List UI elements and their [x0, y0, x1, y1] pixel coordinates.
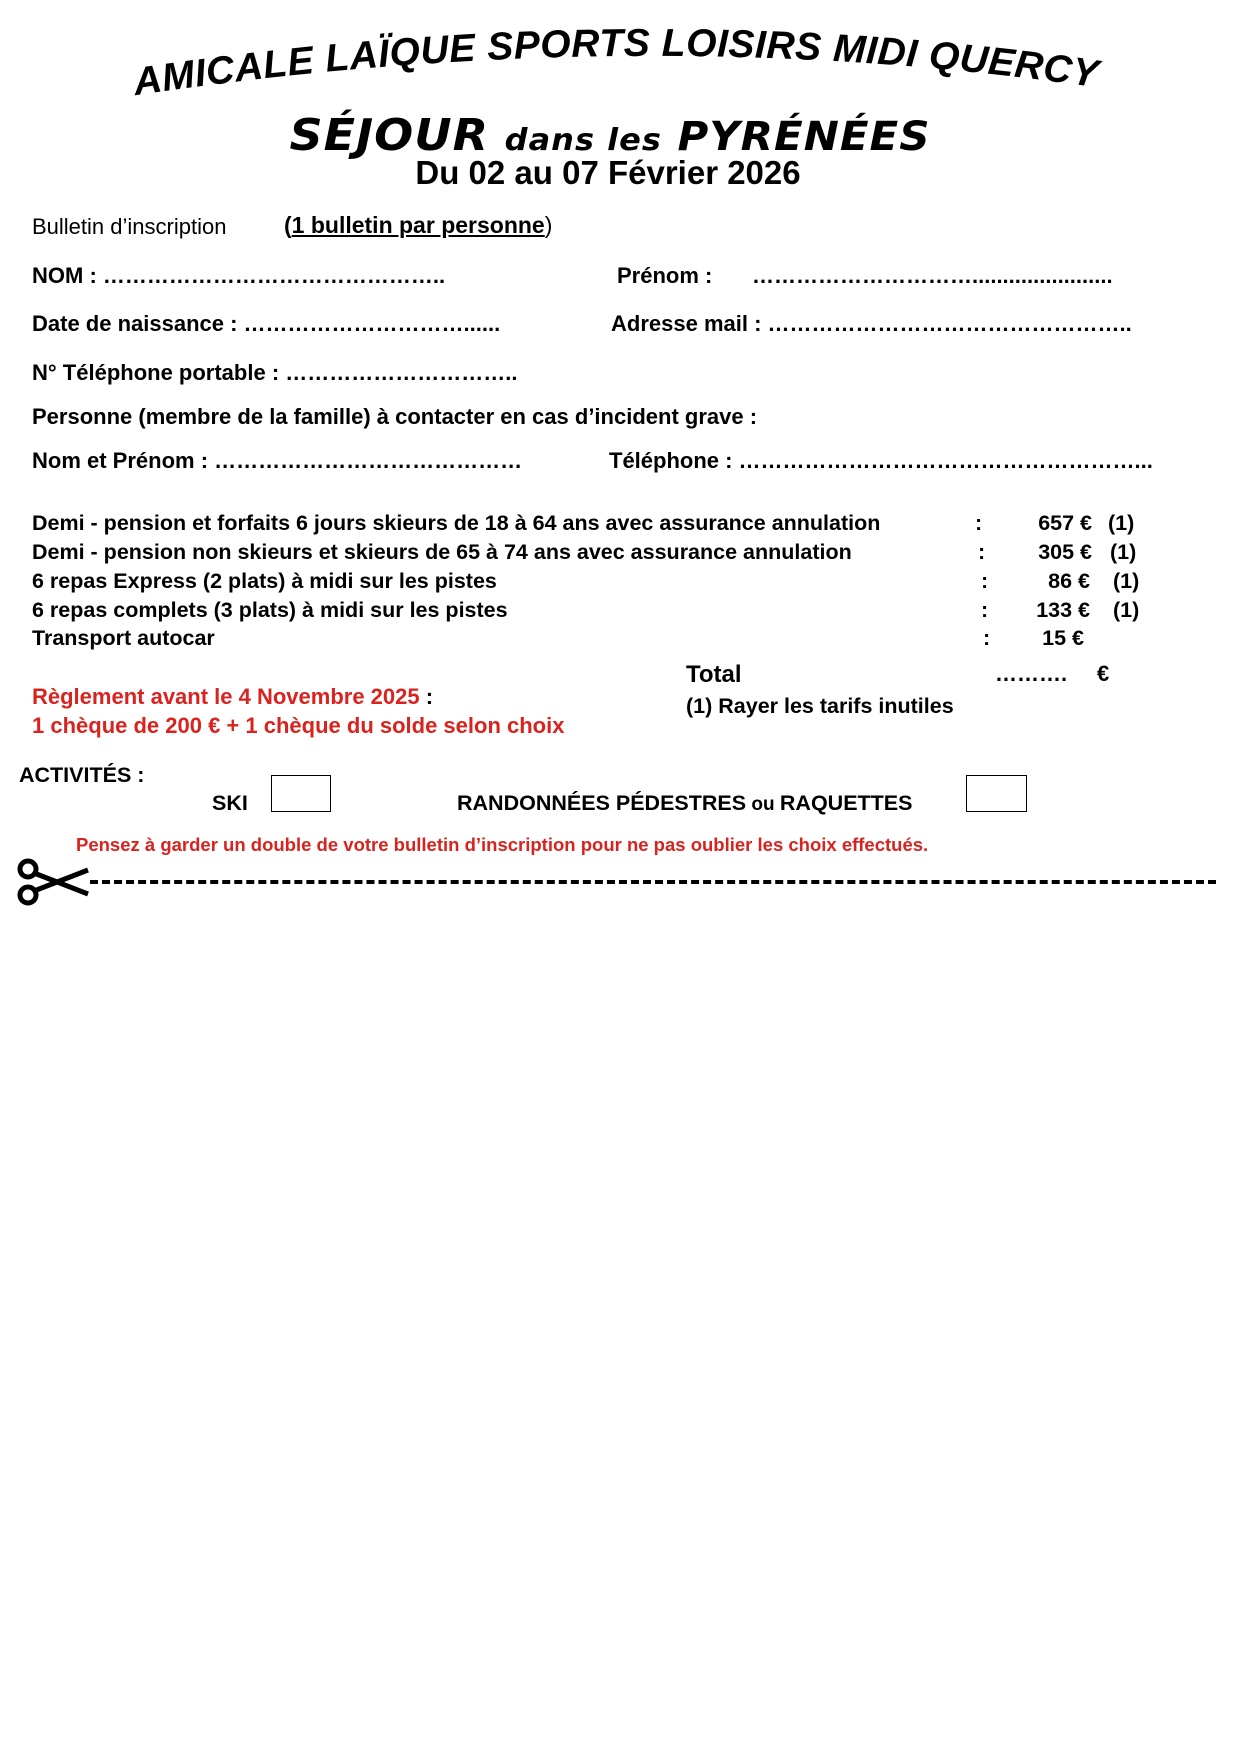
payment-deadline-text: Règlement avant le 4 Novembre 2025	[32, 684, 420, 709]
stay-dates: Du 02 au 07 Février 2026	[415, 154, 801, 191]
contact-nom-field[interactable]: Nom et Prénom : ……………………………………	[32, 448, 523, 473]
bulletin-note	[284, 212, 552, 239]
price-row-label: 6 repas Express (2 plats) à midi sur les pistes	[32, 569, 497, 593]
contact-tel-field[interactable]: Téléphone : ………………………………………………...	[609, 448, 1153, 473]
price-row-label: Demi - pension et forfaits 6 jours skieurs de 18 à 64 ans avec assurance annulation	[32, 511, 881, 535]
scissors-icon	[14, 858, 90, 906]
tariff-footnote: (1) Rayer les tarifs inutiles	[686, 694, 954, 718]
activities-label: ACTIVITÉS :	[19, 763, 145, 787]
rando-label	[457, 791, 912, 816]
naissance-field[interactable]: Date de naissance : …………………………......	[32, 311, 501, 336]
prenom-label: Prénom :	[617, 263, 713, 288]
title-sejour: SÉJOUR	[289, 109, 490, 161]
title-dans-les: dans les	[504, 121, 662, 158]
ski-label: SKI	[212, 791, 248, 815]
rando-checkbox[interactable]	[966, 775, 1027, 812]
rando-label-main: RANDONNÉES PÉDESTRES	[457, 791, 747, 815]
title-pyrenees: PYRÉNÉES	[677, 113, 931, 160]
payment-cheques: 1 chèque de 200 € + 1 chèque du solde selon choix	[32, 713, 565, 738]
price-row-price: 305 €	[1038, 540, 1092, 564]
organization-heading	[0, 14, 1240, 104]
payment-deadline-colon: :	[419, 684, 434, 709]
reminder-text: Pensez à garder un double de votre bulletin d’inscription pour ne pas oublier les choix effectués.	[76, 834, 929, 855]
price-row-price: 657 €	[1038, 511, 1092, 535]
price-row-note[interactable]: (1)	[1113, 598, 1140, 622]
rando-label-end: RAQUETTES	[779, 791, 913, 815]
nom-field[interactable]: NOM : ………………………………………..	[32, 263, 446, 288]
svg-text:AMICALE LAÏQUE SPORTS LOISIRS	[129, 22, 1103, 104]
mail-field[interactable]: Adresse mail : …………………………………………..	[611, 311, 1132, 336]
rando-label-ou: ou	[746, 794, 780, 815]
price-row-price: 133 €	[1036, 598, 1090, 622]
bulletin-note-open: (	[284, 212, 292, 238]
organization-name: AMICALE LAÏQUE SPORTS LOISIRS MIDI QUERCY	[130, 21, 1102, 105]
bulletin-label: Bulletin d’inscription	[32, 214, 227, 239]
price-row-note[interactable]: (1)	[1110, 540, 1137, 564]
total-currency: €	[1097, 661, 1110, 686]
bulletin-note-text: 1 bulletin par personne	[291, 212, 545, 238]
price-row-colon: :	[981, 598, 989, 622]
price-row-label: 6 repas complets (3 plats) à midi sur les pistes	[32, 598, 508, 622]
emergency-contact-label: Personne (membre de la famille) à contacter en cas d’incident grave :	[32, 404, 758, 429]
price-row-note[interactable]: (1)	[1113, 569, 1140, 593]
payment-deadline	[32, 684, 433, 710]
total-label: Total	[686, 661, 742, 688]
page-title	[150, 109, 1070, 160]
price-row-colon: :	[975, 511, 983, 535]
bulletin-note-close: )	[544, 212, 553, 238]
price-row-colon: :	[983, 626, 991, 650]
price-row-colon: :	[978, 540, 986, 564]
total-field[interactable]: ……….	[995, 661, 1068, 686]
ski-checkbox[interactable]	[271, 775, 331, 812]
prenom-field[interactable]: ………………………….......................	[752, 263, 1113, 288]
price-row-colon: :	[981, 569, 989, 593]
price-row-note[interactable]: (1)	[1108, 511, 1135, 535]
price-row-price: 15 €	[1042, 626, 1084, 650]
price-row-label: Transport autocar	[32, 626, 215, 650]
price-row-price: 86 €	[1048, 569, 1090, 593]
cut-line	[90, 880, 1216, 884]
price-row-label: Demi - pension non skieurs et skieurs de 65 à 74 ans avec assurance annulation	[32, 540, 852, 564]
telephone-field[interactable]: N° Téléphone portable : …………………………..	[32, 360, 518, 385]
